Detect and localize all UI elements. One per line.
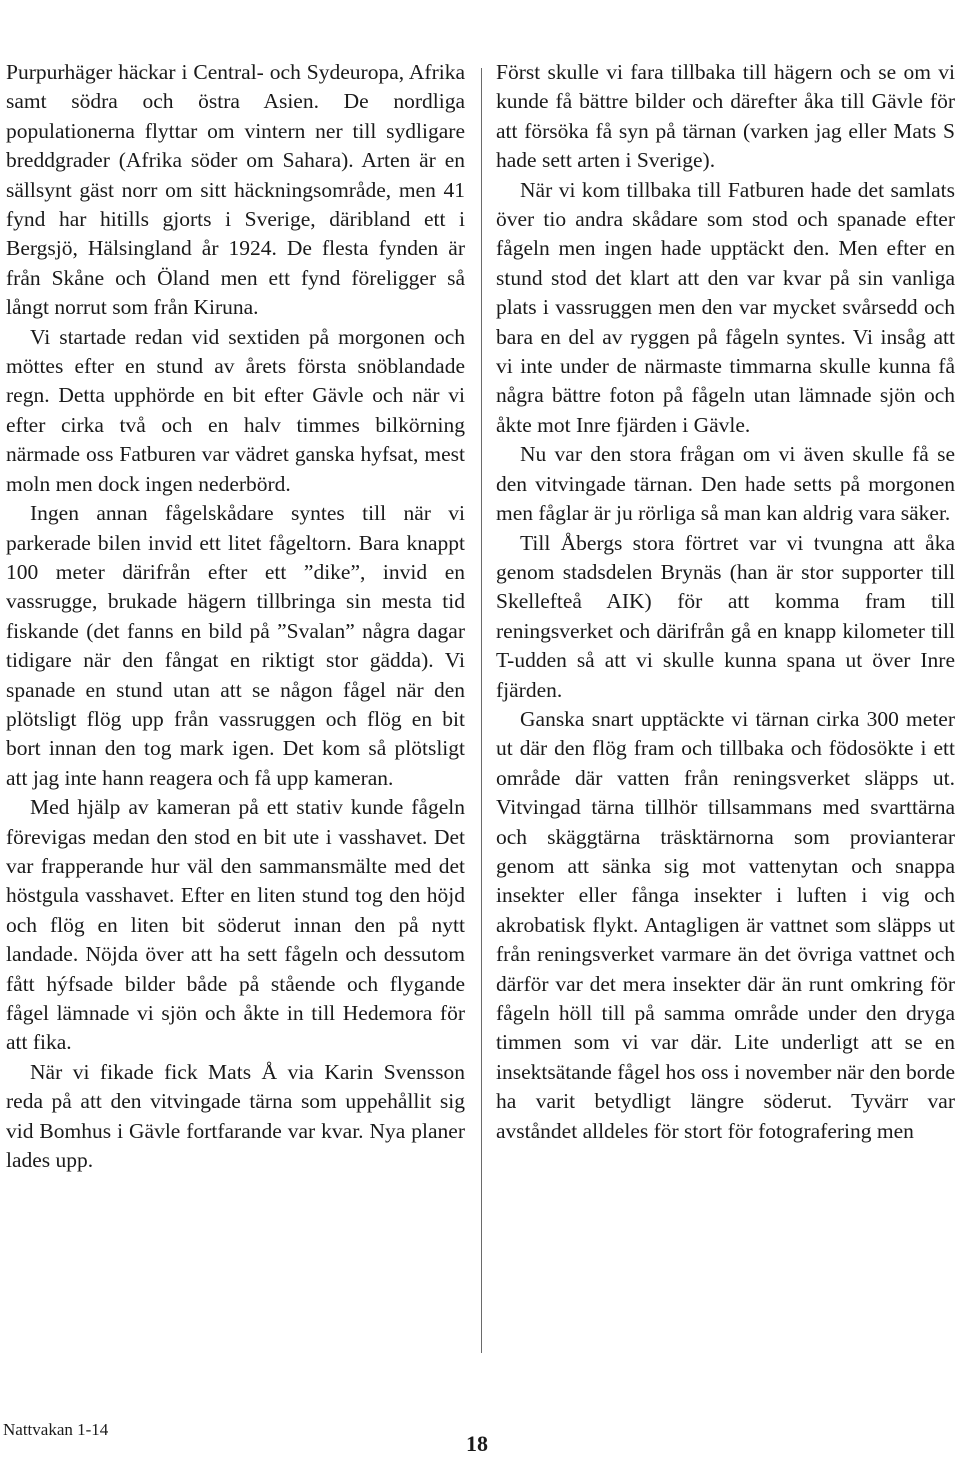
paragraph: När vi fikade fick Mats Å via Karin Svensson reda på att den vitvingade tärna som uppehållit sig vid Bomhus i Gävle fortfarande var kvar. Nya planer lades upp. bbox=[6, 1059, 465, 1173]
paragraph: Nu var den stora frågan om vi även skulle få se den vitvingade tärnan. Den hade setts på morgonen men fåglar är ju rörliga så man kan aldrig vara säker. bbox=[496, 442, 955, 526]
paragraph: Purpurhäger häckar i Central- och Sydeuropa, Afrika samt södra och östra Asien. De nordliga populationerna flyttar om vintern ner till sydligare breddgrader (Afrika söder om Sahara). Arten är en sällsynt gäst norr om sitt häckningsområde, men 41 fynd har hitills gjorts i Sverige, däribland ett i Bergsjö, Hälsingland år 1924. De flesta fynden är från Skåne och Öland men ett fynd föreligger så långt norrut som från Kiruna. bbox=[6, 60, 465, 320]
column-divider bbox=[481, 68, 482, 1353]
text-column-left bbox=[6, 58, 465, 1175]
paragraph: Först skulle vi fara tillbaka till hägern och se om vi kunde få bättre bilder och därefter åka till Gävle för att försöka få syn på tärnan (varken jag eller Mats S hade sett arten i Sverige). bbox=[496, 60, 955, 173]
page-number: 18 bbox=[466, 1431, 488, 1456]
paragraph: Till Åbergs stora förtret var vi tvungna att åka genom stadsdelen Brynäs (han är stor supporter till Skellefteå AIK) för att komma fram till reningsverket och därifrån gå en knapp kilometer till T-udden så att vi skulle kunna spana ut över Inre fjärden. bbox=[496, 530, 955, 702]
paragraph: Ganska snart upptäckte vi tärnan cirka 300 meter ut där den flög fram och tillbaka och födosökte i ett område där vatten från reningsverket släpps ut. Vitvingad tärna tillhör tillsammans med svarttärna och skäggtärna träsktärnorna som provianterar genom att sänka sig mot vattenytan och snappa insekter eller fånga insekter i luften i vig och akrobatisk flykt. Antagligen är vattnet som släpps ut från reningsverket varmare än det övriga vattnet och därför var det mera insekter där än runt omkring för fågeln höll till på samma område under den dryga timmen som vi var där. Lite underligt att se en insektsätande fågel hos oss i november när den borde ha varit betydligt längre söderut. Tyvärr var avståndet alldeles för stort för fotografering men bbox=[496, 706, 955, 1143]
paragraph: När vi kom tillbaka till Fatburen hade det samlats över tio andra skådare som stod och spanade efter fågeln men ingen hade upptäckt den. Men efter en stund stod det klart att den var kvar på sin vanliga plats i vassruggen men den var mycket svårsedd och bara en del av ryggen på fågeln syntes. Vi insåg att vi inte under de närmaste timmarna skulle kunna få några bättre foton på fågeln utan lämnade sjön och åkte mot Inre fjärden i Gävle. bbox=[496, 177, 955, 437]
paragraph: Vi startade redan vid sextiden på morgonen och möttes efter en stund av årets första snöblandade regn. Detta upphörde en bit efter Gävle och när vi efter cirka två och en halv timmes bilkörning närmade oss Fatburen var vädret ganska hyfsat, mest moln men dock ingen nederbörd. bbox=[6, 324, 465, 496]
paragraph: Ingen annan fågelskådare syntes till när vi parkerade bilen invid ett litet fågeltorn. Bara knappt 100 meter därifrån efter ett ”dike”, invid en vassrugge, brukade hägern tillbringa sin mesta tid fiskande (det fanns en bild på ”Svalan” några dagar tidigare när den fångat en riktigt stor gädda). Vi spanade en stund utan att se någon fågel när den plötsligt flög upp från vassruggen och flög en bit bort innan den tog mark igen. Det kom så plötsligt att jag inte hann reagera och få upp kameran. bbox=[6, 501, 465, 790]
text-column-right bbox=[496, 58, 955, 1146]
paragraph: Med hjälp av kameran på ett stativ kunde fågeln förevigas medan den stod en bit ute i vasshavet. Det var frapperande hur väl den sammansmälte med det höstgula vasshavet. Efter en liten stund tog den höjd och flög en liten bit söderut innan den på nytt landade. Nöjda över att ha sett fågeln och dessutom fått hýfsade bilder både på stående och flygande fågel lämnade vi sjön och åkte in till Hedemora för att fika. bbox=[6, 795, 465, 1055]
publication-footer: Nattvakan 1-14 bbox=[3, 1420, 109, 1439]
